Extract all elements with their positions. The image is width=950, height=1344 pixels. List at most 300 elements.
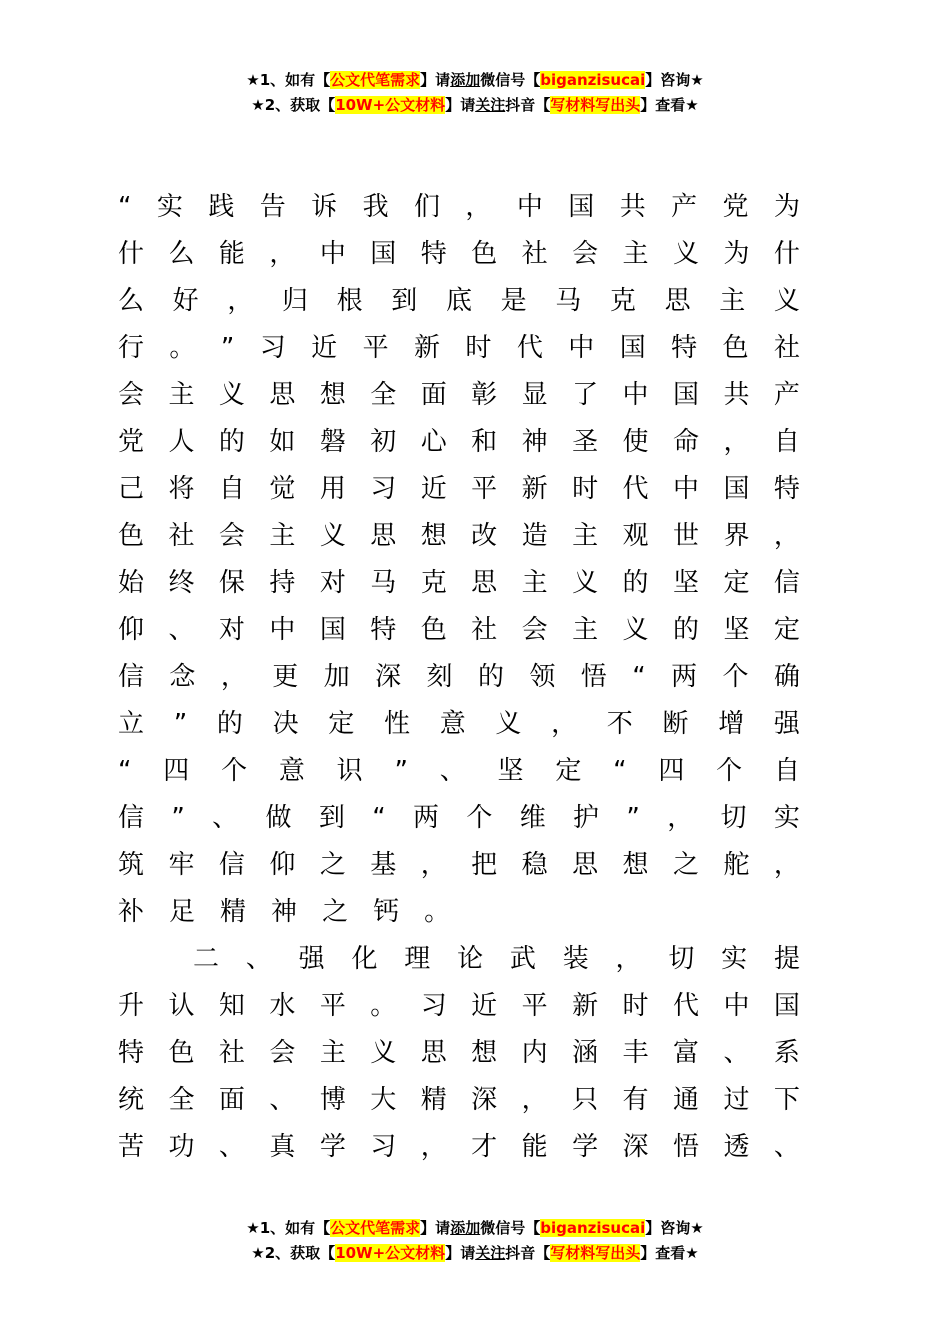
body-line — [118, 889, 800, 936]
body-char: “ — [632, 662, 646, 692]
body-char: 中 — [568, 333, 595, 363]
body-char: 个 — [716, 756, 743, 786]
body-char: 特 — [671, 333, 698, 363]
footer-text: ★1、如有【 — [246, 1219, 331, 1237]
body-char: 之 — [319, 850, 346, 880]
body-char: 将 — [168, 474, 195, 504]
body-char: 是 — [500, 286, 527, 316]
body-char: ， — [773, 521, 800, 551]
body-char: ， — [521, 1085, 548, 1115]
footer-text: 】查看★ — [640, 1244, 699, 1262]
body-char: 意 — [439, 709, 466, 739]
footer-highlight: 写材料写出头 — [550, 1244, 641, 1262]
body-char: 习 — [370, 1132, 397, 1162]
body-char: 决 — [272, 709, 299, 739]
body-char: ， — [465, 192, 492, 222]
footer-text: 微信号【 — [480, 1219, 541, 1237]
body-char: 主 — [572, 615, 599, 645]
body-char: 义 — [572, 568, 599, 598]
body-char: 深 — [471, 1085, 498, 1115]
body-char: ” — [220, 333, 235, 363]
body-char: 定 — [555, 756, 582, 786]
body-char: 近 — [311, 333, 338, 363]
body-char: 为 — [773, 192, 800, 222]
body-char: 两 — [413, 803, 440, 833]
body-char: 大 — [370, 1085, 397, 1115]
body-char: 国 — [773, 991, 800, 1021]
body-char: 自 — [773, 756, 800, 786]
body-char: 博 — [319, 1085, 346, 1115]
body-line — [118, 654, 800, 701]
body-char: 主 — [319, 1038, 346, 1068]
body-char: 个 — [722, 662, 749, 692]
body-char: 提 — [773, 944, 800, 974]
body-char: 补 — [118, 897, 145, 927]
body-char: ， — [551, 709, 578, 739]
body-line — [118, 701, 800, 748]
body-char: 切 — [720, 803, 747, 833]
body-char: 全 — [370, 380, 397, 410]
body-char: 更 — [272, 662, 299, 692]
body-char: 做 — [265, 803, 292, 833]
body-char: 主 — [521, 568, 548, 598]
body-char: 精 — [220, 897, 247, 927]
body-char: 识 — [336, 756, 363, 786]
body-char: 知 — [218, 991, 245, 1021]
footer-text: 】请 — [420, 1219, 451, 1237]
body-char: 平 — [362, 333, 389, 363]
body-char: ， — [420, 850, 447, 880]
body-char: 坚 — [497, 756, 524, 786]
body-char: 性 — [383, 709, 410, 739]
body-char: 维 — [519, 803, 546, 833]
body-char: 切 — [668, 944, 695, 974]
body-char: 时 — [465, 333, 492, 363]
body-char: 平 — [471, 474, 498, 504]
body-char: 行 — [118, 333, 145, 363]
body-char: 精 — [420, 1085, 447, 1115]
footer-underlined: 添加 — [450, 1219, 481, 1237]
body-char: 归 — [281, 286, 308, 316]
body-char: 深 — [375, 662, 402, 692]
header-text: 】查看★ — [640, 96, 699, 114]
body-char: 个 — [221, 756, 248, 786]
body-char: 我 — [362, 192, 389, 222]
body-char: 中 — [723, 991, 750, 1021]
body-char: 己 — [118, 474, 145, 504]
body-char: 不 — [606, 709, 633, 739]
body-char: ， — [227, 286, 254, 316]
body-char: 克 — [420, 568, 447, 598]
body-char: 坚 — [723, 615, 750, 645]
body-char: 代 — [516, 333, 543, 363]
body-line — [118, 325, 800, 372]
body-char: 有 — [622, 1085, 649, 1115]
body-char: 强 — [773, 709, 800, 739]
body-line — [118, 466, 800, 513]
body-char: 平 — [319, 991, 346, 1021]
body-char: 中 — [672, 474, 699, 504]
footer-text: 】咨询★ — [645, 1219, 704, 1237]
body-char: 国 — [672, 380, 699, 410]
body-line — [118, 1124, 800, 1171]
body-char: 坚 — [672, 568, 699, 598]
body-char: 色 — [420, 615, 447, 645]
body-char: 、 — [218, 1132, 245, 1162]
body-char: 想 — [622, 850, 649, 880]
body-char: 的 — [477, 662, 504, 692]
body-char: 告 — [259, 192, 286, 222]
body-char: 界 — [723, 521, 750, 551]
header-underlined: 添加 — [450, 71, 481, 89]
body-char: “ — [372, 803, 386, 833]
body-char: 近 — [471, 991, 498, 1021]
body-char: 色 — [168, 1038, 195, 1068]
body-char: 社 — [773, 333, 800, 363]
body-char: 马 — [370, 568, 397, 598]
body-char: 涵 — [572, 1038, 599, 1068]
body-char: 想 — [471, 1038, 498, 1068]
body-char: 苦 — [118, 1132, 145, 1162]
document-body — [118, 184, 800, 1171]
body-char: 悟 — [672, 1132, 699, 1162]
body-char: 命 — [672, 427, 699, 457]
body-char: 义 — [622, 615, 649, 645]
body-line — [118, 1030, 800, 1077]
body-char: 思 — [572, 850, 599, 880]
body-char: 磐 — [319, 427, 346, 457]
body-char: 么 — [168, 239, 195, 269]
body-char: 的 — [216, 709, 243, 739]
body-char: 神 — [521, 427, 548, 457]
body-char: 持 — [269, 568, 296, 598]
body-char: 新 — [414, 333, 441, 363]
body-char: 会 — [218, 521, 245, 551]
body-line — [118, 231, 800, 278]
body-char: 造 — [521, 521, 548, 551]
body-char: 义 — [319, 521, 346, 551]
body-char: 。 — [169, 333, 196, 363]
header-line-1 — [0, 68, 950, 93]
body-char: 、 — [168, 615, 195, 645]
body-char: 想 — [420, 521, 447, 551]
header-text: ★2、获取【 — [251, 96, 336, 114]
body-char: 面 — [420, 380, 447, 410]
body-char: 义 — [773, 286, 800, 316]
body-char: 观 — [622, 521, 649, 551]
body-char: 才 — [471, 1132, 498, 1162]
body-char: 的 — [622, 568, 649, 598]
body-char: 党 — [118, 427, 145, 457]
body-char: 色 — [118, 521, 145, 551]
header-banner — [0, 68, 950, 118]
body-char: 领 — [529, 662, 556, 692]
body-char: 神 — [271, 897, 298, 927]
header-highlight: 写材料写出头 — [550, 96, 641, 114]
body-char: 会 — [269, 1038, 296, 1068]
body-line — [118, 795, 800, 842]
body-char: 思 — [471, 568, 498, 598]
footer-text: ★2、获取【 — [251, 1244, 336, 1262]
body-char: 色 — [471, 239, 498, 269]
body-char: 实 — [156, 192, 183, 222]
body-char: 系 — [773, 1038, 800, 1068]
body-char: 增 — [718, 709, 745, 739]
body-char: 践 — [208, 192, 235, 222]
body-char: 面 — [218, 1085, 245, 1115]
body-char: 到 — [318, 803, 345, 833]
body-char: 确 — [773, 662, 800, 692]
body-char: 实 — [721, 944, 748, 974]
body-line — [118, 372, 800, 419]
body-char: 信 — [118, 803, 145, 833]
body-char: 、 — [245, 944, 272, 974]
body-char: 底 — [445, 286, 472, 316]
body-char: 四 — [658, 756, 685, 786]
body-char: 社 — [168, 521, 195, 551]
body-char: 思 — [269, 380, 296, 410]
body-char: 么 — [118, 286, 145, 316]
body-char: 。 — [370, 991, 397, 1021]
body-char: 国 — [568, 192, 595, 222]
header-text: 】请 — [445, 96, 476, 114]
body-char: 终 — [168, 568, 195, 598]
footer-banner — [0, 1216, 950, 1266]
body-char: 代 — [622, 474, 649, 504]
body-char: 为 — [723, 239, 750, 269]
body-char: 平 — [521, 991, 548, 1021]
body-char: 功 — [168, 1132, 195, 1162]
body-char: 主 — [572, 521, 599, 551]
body-char: 国 — [370, 239, 397, 269]
body-char: 改 — [471, 521, 498, 551]
body-char: 根 — [336, 286, 363, 316]
body-char: 内 — [521, 1038, 548, 1068]
body-char: 想 — [319, 380, 346, 410]
footer-highlight: biganzisucai — [540, 1219, 646, 1237]
body-char: 共 — [619, 192, 646, 222]
body-char: 、 — [269, 1085, 296, 1115]
body-char: 悟 — [580, 662, 607, 692]
body-char: 学 — [572, 1132, 599, 1162]
body-char: 足 — [169, 897, 196, 927]
header-highlight: 10W+公文材料 — [335, 96, 446, 114]
body-line — [118, 983, 800, 1030]
body-char: ， — [220, 662, 247, 692]
body-char: 彰 — [471, 380, 498, 410]
body-char: ， — [420, 1132, 447, 1162]
body-line — [118, 936, 800, 983]
body-char: 稳 — [521, 850, 548, 880]
body-char: 主 — [719, 286, 746, 316]
body-char: 基 — [370, 850, 397, 880]
header-text: 】请 — [420, 71, 451, 89]
body-char: 心 — [420, 427, 447, 457]
header-line-2 — [0, 93, 950, 118]
body-char: 会 — [572, 239, 599, 269]
body-char: 立 — [118, 709, 145, 739]
body-char: 什 — [773, 239, 800, 269]
body-char: 代 — [672, 991, 699, 1021]
body-char: 对 — [218, 615, 245, 645]
body-char: 念 — [169, 662, 196, 692]
body-char: 统 — [118, 1085, 145, 1115]
body-char: 特 — [420, 239, 447, 269]
body-char: 义 — [218, 380, 245, 410]
body-char: 学 — [319, 1132, 346, 1162]
body-char: 对 — [319, 568, 346, 598]
body-char: 中 — [516, 192, 543, 222]
body-char: 全 — [168, 1085, 195, 1115]
body-char: 二 — [193, 944, 220, 974]
body-char: 国 — [723, 474, 750, 504]
body-char: 、 — [439, 756, 466, 786]
body-line — [118, 278, 800, 325]
body-char: 、 — [723, 1038, 750, 1068]
header-underlined: 关注 — [475, 96, 506, 114]
body-char: 觉 — [269, 474, 296, 504]
body-char: 什 — [118, 239, 145, 269]
body-char: 会 — [118, 380, 145, 410]
body-line — [118, 560, 800, 607]
body-char: 自 — [773, 427, 800, 457]
body-char: 近 — [420, 474, 447, 504]
body-char: 社 — [471, 615, 498, 645]
body-char: 国 — [319, 615, 346, 645]
footer-line-2 — [0, 1241, 950, 1266]
body-char: 思 — [420, 1038, 447, 1068]
body-char: 的 — [218, 427, 245, 457]
body-char: 富 — [672, 1038, 699, 1068]
body-char: 护 — [573, 803, 600, 833]
body-char: 新 — [572, 991, 599, 1021]
body-line — [118, 748, 800, 795]
header-text: ★1、如有【 — [246, 71, 331, 89]
body-char: ， — [723, 427, 750, 457]
body-char: 信 — [118, 662, 145, 692]
body-char: 意 — [278, 756, 305, 786]
body-char: 能 — [218, 239, 245, 269]
body-char: 之 — [322, 897, 349, 927]
body-char: 两 — [671, 662, 698, 692]
body-char: 世 — [672, 521, 699, 551]
body-char: 装 — [562, 944, 589, 974]
body-char: 特 — [370, 615, 397, 645]
body-char: 定 — [723, 568, 750, 598]
body-char: 刻 — [426, 662, 453, 692]
body-char: 习 — [420, 991, 447, 1021]
body-line — [118, 513, 800, 560]
body-char: 下 — [773, 1085, 800, 1115]
body-char: 用 — [319, 474, 346, 504]
header-text: 抖音【 — [505, 96, 551, 114]
body-char: 中 — [622, 380, 649, 410]
body-char: 特 — [118, 1038, 145, 1068]
body-char: 如 — [269, 427, 296, 457]
body-char: 丰 — [622, 1038, 649, 1068]
body-char: 理 — [404, 944, 431, 974]
body-char: 和 — [471, 427, 498, 457]
body-char: 武 — [509, 944, 536, 974]
body-char: 自 — [218, 474, 245, 504]
header-text: 微信号【 — [480, 71, 541, 89]
body-char: 能 — [521, 1132, 548, 1162]
body-char: “ — [118, 756, 132, 786]
body-char: 义 — [370, 1038, 397, 1068]
body-char: 过 — [723, 1085, 750, 1115]
body-char: 主 — [269, 521, 296, 551]
body-char: 透 — [723, 1132, 750, 1162]
body-char: “ — [118, 192, 132, 222]
body-char: 定 — [328, 709, 355, 739]
body-char: 显 — [521, 380, 548, 410]
body-char: 色 — [722, 333, 749, 363]
body-char: 、 — [212, 803, 239, 833]
body-char: 时 — [622, 991, 649, 1021]
body-char: 到 — [391, 286, 418, 316]
body-char: 思 — [370, 521, 397, 551]
body-char: 之 — [672, 850, 699, 880]
body-char: 加 — [323, 662, 350, 692]
body-char: 们 — [414, 192, 441, 222]
body-char: 把 — [471, 850, 498, 880]
body-char: 时 — [572, 474, 599, 504]
body-char: 中 — [269, 615, 296, 645]
body-line — [118, 607, 800, 654]
body-char: 党 — [722, 192, 749, 222]
body-char: 义 — [672, 239, 699, 269]
body-char: 只 — [572, 1085, 599, 1115]
footer-highlight: 10W+公文材料 — [335, 1244, 446, 1262]
body-char: 主 — [622, 239, 649, 269]
body-char: 产 — [773, 380, 800, 410]
body-char: 人 — [168, 427, 195, 457]
body-char: 认 — [168, 991, 195, 1021]
body-char: “ — [613, 756, 627, 786]
body-char: 思 — [664, 286, 691, 316]
header-text: 】咨询★ — [645, 71, 704, 89]
body-char: 仰 — [269, 850, 296, 880]
body-char: 钙 — [373, 897, 400, 927]
body-char: ” — [394, 756, 408, 786]
body-char: 了 — [572, 380, 599, 410]
footer-underlined: 关注 — [475, 1244, 506, 1262]
body-char: 习 — [370, 474, 397, 504]
body-char: 信 — [218, 850, 245, 880]
body-line — [118, 1077, 800, 1124]
body-char: 水 — [269, 991, 296, 1021]
body-char: 筑 — [118, 850, 145, 880]
body-char: 仰 — [118, 615, 145, 645]
body-char: 使 — [622, 427, 649, 457]
body-char: 强 — [298, 944, 325, 974]
footer-text: 】请 — [445, 1244, 476, 1262]
body-char: 升 — [118, 991, 145, 1021]
body-char: 社 — [521, 239, 548, 269]
body-char: 克 — [609, 286, 636, 316]
body-char: 个 — [466, 803, 493, 833]
body-line — [118, 842, 800, 889]
body-char: 国 — [619, 333, 646, 363]
body-char: 圣 — [572, 427, 599, 457]
body-char: 特 — [773, 474, 800, 504]
body-line — [118, 184, 800, 231]
body-char: 断 — [662, 709, 689, 739]
body-char: 共 — [723, 380, 750, 410]
body-char: 诉 — [311, 192, 338, 222]
body-char: ” — [171, 803, 185, 833]
body-char: 四 — [163, 756, 190, 786]
